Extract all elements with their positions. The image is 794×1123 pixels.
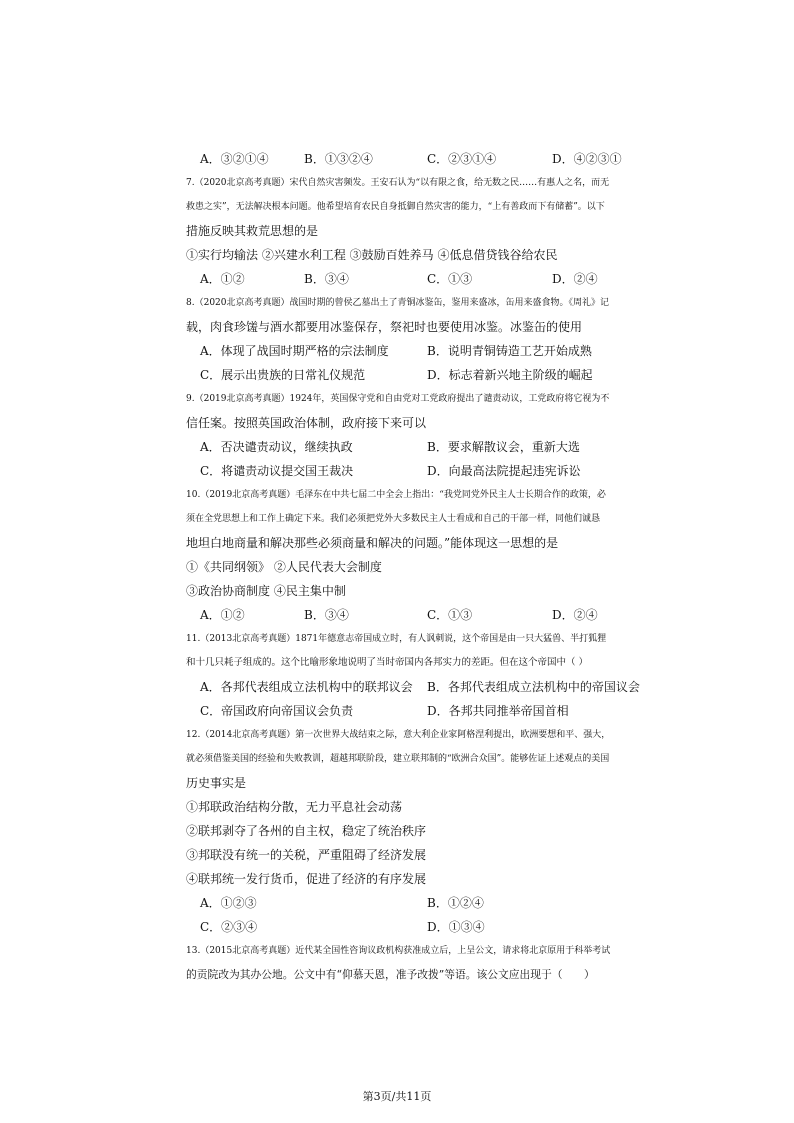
q10-stem-line-3: 地坦白地商量和解决那些必须商量和解决的问题。”能体现这一思想的是 (186, 536, 559, 550)
q12-option-b: B．①②④ (427, 896, 484, 910)
q12-choice-3: ③邦联没有统一的关税，严重阻碍了经济发展 (186, 848, 427, 862)
q12-choice-4: ④联邦统一发行货币，促进了经济的有序发展 (186, 872, 427, 886)
q12-choice-2: ②联邦剥夺了各州的自主权，稳定了统治秩序 (186, 824, 427, 838)
q8-stem-line-2: 载，肉食珍馐与酒水都要用冰鉴保存，祭祀时也要使用冰鉴。冰鉴缶的使用 (186, 320, 583, 334)
q11-stem-line-2: 和十几只耗子组成的。这个比喻形象地说明了当时帝国内各邦实力的差距。但在这个帝国中（ ） (186, 657, 589, 668)
q12-option-d: D．①③④ (427, 920, 485, 934)
q7-option-a: A．①② (200, 272, 245, 286)
q6-option-a: A．③②①④ (200, 152, 269, 166)
q9-option-c: C．将谴责动议提交国王裁决 (200, 464, 354, 478)
q8-option-c: C．展示出贵族的日常礼仪规范 (200, 368, 366, 382)
q10-stem-line-1: 10.（2019北京高考真题）毛泽东在中共七届二中全会上指出：“我党同党外民主人士长期合作的政策，必 (186, 490, 606, 500)
q10-choices-line-1: ①《共同纲领》 ②人民代表大会制度 (186, 560, 382, 574)
q9-stem-line-1: 9.（2019北京高考真题）1924年，英国保守党和自由党对工党政府提出了谴责动议，工党政府将它视为不 (186, 394, 610, 404)
q7-stem-line-2: 救患之实”，无法解决根本问题。他希望培育农民自身抵御自然灾害的能力，“上有善政而下有储蓄”。以下 (186, 202, 605, 212)
q7-stem-line-3: 措施反映其救荒思想的是 (186, 224, 319, 238)
q9-option-a: A．否决谴责动议，继续执政 (200, 440, 353, 454)
q12-option-a: A．①②③ (200, 896, 257, 910)
q6-option-c: C．②③①④ (427, 152, 497, 166)
q7-choices-line: ①实行均输法 ②兴建水利工程 ③鼓励百姓养马 ④低息借贷钱谷给农民 (186, 248, 558, 262)
q10-option-d: D．②④ (552, 608, 598, 622)
q7-option-b: B．③④ (304, 272, 349, 286)
q7-stem-line-1: 7.（2020北京高考真题）宋代自然灾害频发。王安石认为“以有限之食，给无数之民……有惠人之名，而无 (186, 178, 610, 188)
q11-option-c: C．帝国政府向帝国议会负责 (200, 704, 354, 718)
q12-stem-line-2: 就必须借鉴美国的经验和失败教训，超越邦联阶段，建立联邦制的“欧洲合众国”。能够佐证上述观点的美国 (186, 754, 610, 764)
q11-option-a: A．各邦代表组成立法机构中的联邦议会 (200, 680, 413, 694)
q12-option-c: C．②③④ (200, 920, 258, 934)
q6-option-b: B．①③②④ (304, 152, 373, 166)
q11-option-d: D．各邦共同推举帝国首相 (427, 704, 569, 718)
q6-option-d: D．④②③① (552, 152, 622, 166)
page-number: 第3页/共11页 (362, 1090, 432, 1103)
q10-option-a: A．①② (200, 608, 245, 622)
q9-option-d: D．向最高法院提起违宪诉讼 (427, 464, 581, 478)
q8-stem-line-1: 8.（2020北京高考真题）战国时期的曾侯乙墓出土了青铜冰鉴缶，鉴用来盛冰，缶用来盛食物。《周礼》记 (186, 298, 609, 308)
q11-option-b: B．各邦代表组成立法机构中的帝国议会 (427, 680, 640, 694)
q12-choice-1: ①邦联政治结构分散，无力平息社会动荡 (186, 800, 403, 814)
q9-option-b: B．要求解散议会，重新大选 (427, 440, 580, 454)
q9-stem-line-2: 信任案。按照英国政治体制，政府接下来可以 (186, 416, 427, 430)
q10-option-c: C．①③ (427, 608, 473, 622)
q7-option-d: D．②④ (552, 272, 598, 286)
q10-stem-line-2: 须在全党思想上和工作上确定下来。我们必须把党外大多数民主人士看成和自己的干部一样，同他们诚恳 (186, 514, 601, 524)
q10-option-b: B．③④ (304, 608, 349, 622)
q8-option-b: B．说明青铜铸造工艺开始成熟 (427, 344, 592, 358)
q12-stem-line-3: 历史事实是 (186, 776, 247, 790)
q13-stem-line-2: 的贡院改为其办公地。公文中有“仰慕天恩，准予改拨”等语。该公文应出现于（ ） (186, 968, 595, 981)
q12-stem-line-1: 12.（2014北京高考真题）第一次世界大战结束之际，意大利企业家阿格涅利提出，欧洲要想和平、强大， (186, 730, 611, 740)
q8-option-a: A．体现了战国时期严格的宗法制度 (200, 344, 389, 358)
q11-stem-line-1: 11.（2013北京高考真题）1871年德意志帝国成立时，有人讽刺说，这个帝国是由一只大猛兽、半打狐狸 (186, 634, 607, 644)
q8-option-d: D．标志着新兴地主阶级的崛起 (427, 368, 593, 382)
q13-stem-line-1: 13.（2015北京高考真题）近代某全国性咨询议政机构获准成立后，上呈公文，请求将北京原用于科举考试 (186, 946, 611, 956)
q10-choices-line-2: ③政治协商制度 ④民主集中制 (186, 584, 346, 598)
q7-option-c: C．①③ (427, 272, 473, 286)
